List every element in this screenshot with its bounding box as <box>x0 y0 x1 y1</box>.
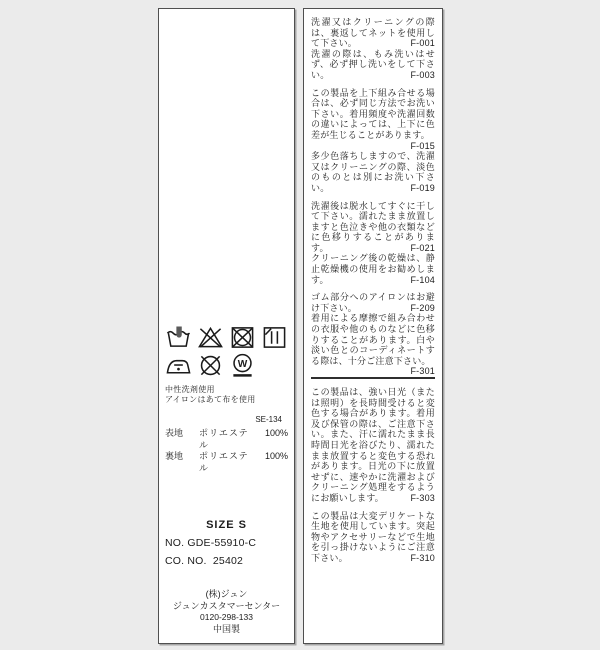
quality-code: SE-134 <box>255 415 282 424</box>
care-note-code: F-303 <box>410 492 435 503</box>
country-of-origin: 中国製 <box>212 623 240 634</box>
care-symbols-row-1 <box>165 325 288 350</box>
care-note-code: F-019 <box>410 182 435 193</box>
washing-notes <box>165 385 288 405</box>
care-note-text: 洗濯の際は、もみ洗いはせず、必ず押し洗いをして下さい。 <box>311 48 435 80</box>
material-percent: 100% <box>264 451 288 461</box>
material-percent: 100% <box>264 428 288 438</box>
right-tag-content <box>304 9 442 564</box>
care-note <box>311 511 435 564</box>
care-label-tag-left <box>158 8 295 644</box>
do-not-tumble-dry-icon <box>229 325 256 350</box>
material-row <box>165 451 288 474</box>
material-part: 表地 <box>165 428 184 438</box>
product-id-block <box>165 518 288 569</box>
material-composition-table <box>165 428 288 474</box>
care-note-code: F-001 <box>410 38 435 49</box>
care-note <box>311 49 435 81</box>
detergent-note: 中性洗剤使用 <box>165 385 215 394</box>
size-label: SIZE S <box>206 519 247 531</box>
care-note-code: F-310 <box>410 552 435 563</box>
care-note <box>311 201 435 254</box>
care-note-code: F-209 <box>410 302 435 313</box>
maker-block <box>165 589 288 635</box>
care-note-code: F-021 <box>410 242 435 253</box>
care-note-text: 洗濯又はクリーニングの際は、裏返してネットを使用して下さい。 <box>311 17 435 49</box>
customer-center: ジュンカスタマーセンター <box>172 600 281 611</box>
care-note-text: ゴム部分へのアイロンはお避け下さい。 <box>311 292 435 313</box>
material-part: 裏地 <box>165 451 184 461</box>
care-note <box>311 17 435 49</box>
care-symbols-row-2 <box>165 353 288 378</box>
care-note <box>311 387 435 504</box>
iron-note: アイロンはあて布を使用 <box>165 395 256 404</box>
svg-text:W: W <box>237 358 248 370</box>
care-note-code: F-003 <box>410 69 435 80</box>
co-number: CO. NO. 25402 <box>165 555 244 567</box>
material-name: ポリエステル <box>199 428 249 450</box>
do-not-dry-clean-icon <box>197 353 224 378</box>
care-note <box>311 88 435 152</box>
care-note-text: この製品は、強い日光（または照明）を長時間受けると変色する場合があります。着用及び保管の際は、ご注意下さい。また、汗に濡れたまま長時間日光を浴びたり、濡れたまま放置すると変色する恐れがあります。日光の下に放置せずに、速やかに洗濯およびクリーニング処理をするようにお願いします。 <box>311 387 435 503</box>
material-row <box>165 428 288 451</box>
care-note-code: F-301 <box>410 366 435 377</box>
care-instructions-section <box>311 17 435 377</box>
professional-wet-clean-icon <box>229 353 256 378</box>
extra-cautions-section <box>311 387 435 564</box>
hand-wash-icon <box>165 325 192 350</box>
care-note-code: F-104 <box>410 274 435 285</box>
care-note <box>311 151 435 193</box>
care-note-text: この製品は大変デリケートな生地を使用しています。突起物やアクセサリーなどで生地を引っ掛けないようにご注意下さい。 <box>311 510 435 563</box>
material-name: ポリエステル <box>199 451 249 473</box>
care-note-text: 多少色落ちしますので、洗濯又はクリーニングの際、淡色のものとは別にお洗い下さい。 <box>311 151 435 193</box>
phone-number: 0120-298-133 <box>200 612 253 622</box>
drip-dry-in-shade-icon <box>261 325 288 350</box>
item-number: NO. GDE-55910-C <box>165 537 257 549</box>
care-note <box>311 292 435 313</box>
care-note-text: この製品を上下組み合せる場合は、必ず同じ方法でお洗い下さい。着用頻度や洗濯回数の違いによっては、上下に色差が生じることがあります。 <box>311 87 435 140</box>
care-note <box>311 313 435 377</box>
left-tag-content <box>159 325 294 635</box>
care-note-text: 着用による摩擦で組み合わせの衣服や他のものなどに色移りすることがあります。白や淡い色とのコーディネートする際は、十分ご注意下さい。 <box>311 313 435 366</box>
care-note-code: F-015 <box>410 140 435 151</box>
care-note <box>311 253 435 285</box>
iron-low-heat-icon <box>165 353 192 378</box>
section-divider <box>311 377 435 379</box>
do-not-bleach-icon <box>197 325 224 350</box>
care-label-tag-right <box>303 8 443 644</box>
care-note-text: クリーニング後の乾燥は、静止乾燥機の使用をお勧めします。 <box>311 253 435 285</box>
company-name: (株)ジュン <box>205 589 248 599</box>
care-note-text: 洗濯後は脱水してすぐに干して下さい。濡れたまま放置しますと色泣きや他の衣類などに色移りすることがあります。 <box>311 200 435 253</box>
